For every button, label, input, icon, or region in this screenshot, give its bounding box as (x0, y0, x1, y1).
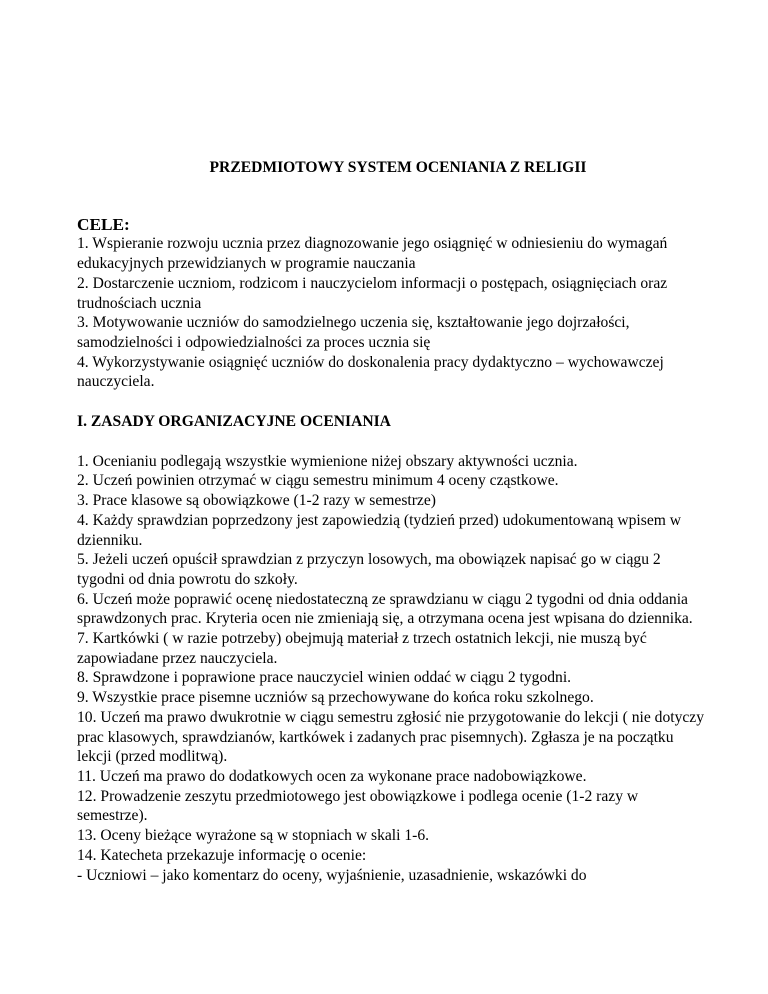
zasady-item-11: 11. Uczeń ma prawo do dodatkowych ocen za wykonane prace nadobowiązkowe. (77, 767, 587, 785)
zasady-list (77, 452, 707, 885)
zasady-item-14: 14. Katecheta przekazuje informację o ocenie: (77, 846, 367, 864)
zasady-item-8: 8. Sprawdzone i poprawione prace nauczyciel winien oddać w ciągu 2 tygodni. (77, 669, 572, 687)
zasady-item-13: 13. Oceny bieżące wyrażone są w stopniach w skali 1-6. (77, 827, 430, 845)
cele-heading: CELE: (77, 214, 130, 234)
zasady-item-1: 1. Ocenianiu podlegają wszystkie wymienione niżej obszary aktywności ucznia. (77, 452, 578, 470)
zasady-item-5: 5. Jeżeli uczeń opuścił sprawdzian z przyczyn losowych, ma obowiązek napisać go w ciągu 2 tygodni od dnia powrotu do szkoły. (77, 551, 661, 588)
cele-item-2: 2. Dostarczenie uczniom, rodzicom i nauczycielom informacji o postępach, osiągnięciach oraz trudnościach ucznia (77, 274, 668, 312)
zasady-item-14-sub-uczniowi: - Uczniowi – jako komentarz do oceny, wyjaśnienie, uzasadnienie, wskazówki do (77, 866, 587, 884)
zasady-item-3: 3. Prace klasowe są obowiązkowe (1-2 razy w semestrze) (77, 492, 436, 510)
zasady-item-12: 12. Prowadzenie zeszytu przedmiotowego jest obowiązkowe i podlega ocenie (1-2 razy w semestrze). (77, 787, 639, 825)
zasady-item-2: 2. Uczeń powinien otrzymać w ciągu semestru minimum 4 oceny cząstkowe. (77, 472, 559, 490)
document-page (77, 158, 707, 885)
zasady-item-4: 4. Każdy sprawdzian poprzedzony jest zapowiedzią (tydzień przed) udokumentowaną wpisem w dzienniku. (77, 511, 682, 549)
cele-item-4: 4. Wykorzystywanie osiągnięć uczniów do doskonalenia pracy dydaktyczno – wychowawczej nauczyciela. (77, 353, 664, 391)
zasady-item-7: 7. Kartkówki ( w razie potrzeby) obejmują materiał z trzech ostatnich lekcji, nie muszą być zapowiadane przez nauczyciela. (77, 630, 647, 667)
cele-list (77, 234, 707, 392)
cele-item-1: 1. Wspieranie rozwoju ucznia przez diagnozowanie jego osiągnięć w odniesieniu do wymagań edukacyjnych przewidzianych w programie nauczania (77, 235, 668, 273)
zasady-item-9: 9. Wszystkie prace pisemne uczniów są przechowywane do końca roku szkolnego. (77, 689, 594, 707)
heading-spacer (77, 432, 707, 452)
section-zasady (77, 412, 707, 885)
cele-item-3: 3. Motywowanie uczniów do samodzielnego uczenia się, kształtowanie jego dojrzałości, samodzielności i odpowiedzialności za proces ucznia się (77, 314, 630, 351)
document-title: PRZEDMIOTOWY SYSTEM OCENIANIA Z RELIGII (209, 159, 587, 176)
zasady-item-10: 10. Uczeń ma prawo dwukrotnie w ciągu semestru zgłosić nie przygotowanie do lekcji ( nie dotyczy prac klasowych, sprawdzianów, kartkówek i zadanych prac pisemnych). Zgłasza je na początku lekcji (przed modlitwą). (77, 708, 705, 766)
section-cele (77, 215, 707, 392)
zasady-item-6: 6. Uczeń może poprawić ocenę niedostateczną ze sprawdzianu w ciągu 2 tygodni od dnia oddania sprawdzonych prac. Kryteria ocen nie zmieniają się, a otrzymana ocena jest wpisana do dziennika. (77, 590, 693, 628)
zasady-heading: I. ZASADY ORGANIZACYJNE OCENIANIA (77, 413, 391, 431)
